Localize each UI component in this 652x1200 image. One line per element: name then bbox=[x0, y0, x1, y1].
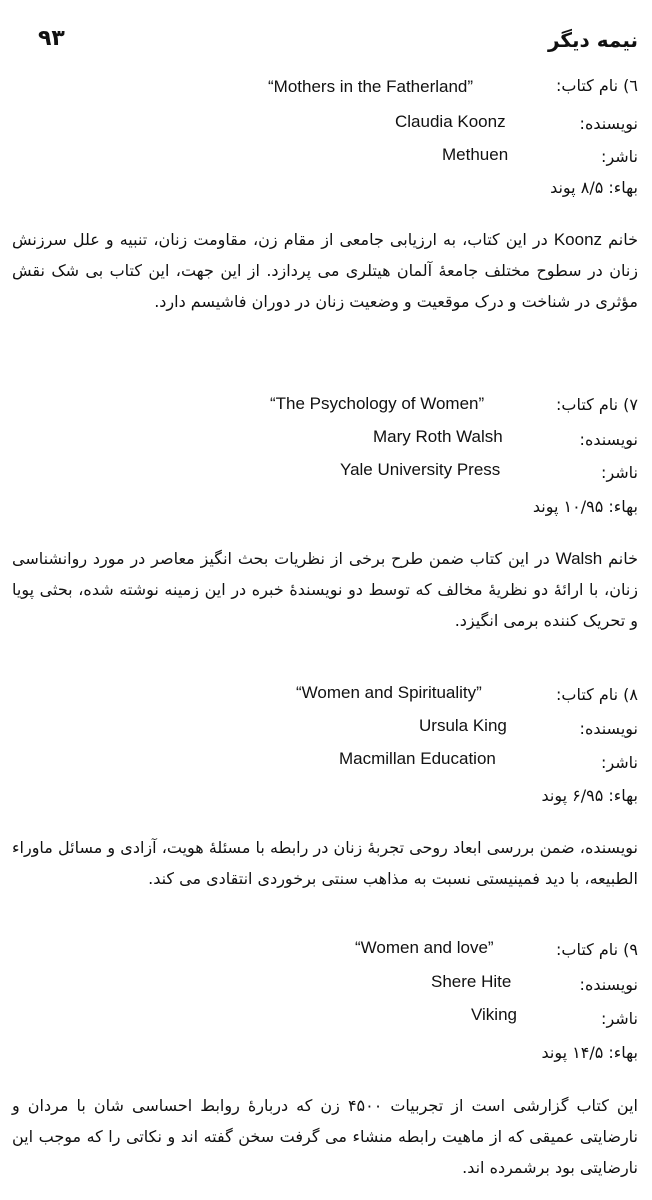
book-publisher: Macmillan Education bbox=[339, 749, 496, 768]
author-label: نویسنده: bbox=[579, 430, 638, 449]
publisher-label: ناشر: bbox=[601, 147, 638, 166]
book-author: Ursula King bbox=[419, 716, 507, 735]
desc-lead: خانم bbox=[608, 549, 638, 568]
book-title-label: ٦) نام کتاب: bbox=[555, 76, 638, 95]
desc-author-name: Walsh bbox=[555, 549, 603, 568]
book-description bbox=[12, 1090, 638, 1183]
book-publisher: Methuen bbox=[442, 145, 509, 164]
book-price: بهاء: ۸/۵ پوند bbox=[550, 178, 638, 197]
publisher-label: ناشر: bbox=[601, 463, 638, 482]
book-author: Claudia Koonz bbox=[395, 112, 506, 131]
book-publisher: Viking bbox=[471, 1005, 517, 1024]
book-title: “Mothers in the Fatherland” bbox=[268, 77, 474, 96]
book-title-label: ۷) نام کتاب: bbox=[555, 395, 638, 414]
publisher-label: ناشر: bbox=[601, 1009, 638, 1028]
running-header-title: نیمه دیگر bbox=[547, 28, 638, 52]
desc-lead: خانم bbox=[608, 230, 638, 249]
author-label: نویسنده: bbox=[579, 114, 638, 133]
author-label: نویسنده: bbox=[579, 719, 638, 738]
book-title: “Women and love” bbox=[355, 938, 494, 957]
author-label: نویسنده: bbox=[579, 975, 638, 994]
desc-author-name: Koonz bbox=[553, 230, 603, 249]
book-price: بهاء: ۱۴/۵ پوند bbox=[541, 1043, 638, 1062]
book-description bbox=[12, 224, 638, 317]
desc-body: در این کتاب، به ارزیابی جامعی از مقام زن، مقاومت زنان، تنبیه و علل سرزنش زنان در سطوح مختلف جامعهٔ آلمان هیتلری می پردازد. از این جهت، این کتاب بی شک نقش مؤثری در شناخت و درک موقعیت و وضعیت زنان در دوران فاشیسم دارد. bbox=[12, 230, 638, 311]
desc-body: این کتاب گزارشی است از تجربیات ۴۵۰۰ زن که دربارهٔ روابط احساسی شان با مردان و نارضایتی عمیقی که از ماهیت رابطه منشاء می گرفت سخن گفته اند و نکاتی را که موجب این نارضایتی بود برشمرده اند. bbox=[12, 1096, 638, 1177]
desc-body: در این کتاب ضمن طرح برخی از نظریات بحث انگیز معاصر در مورد روانشناسی زنان، با ارائهٔ دو نظریهٔ مخالف که توسط دو نویسندهٔ خبره در این زمینه نوشته شده، بحثی پویا و تحریک کننده برمی انگیزد. bbox=[12, 549, 638, 630]
desc-body: نویسنده، ضمن بررسی ابعاد روحی تجربهٔ زنان در رابطه با مسئلهٔ هویت، آزادی و مسائل ماوراء الطبیعه، با دید فمینیستی نسبت به مذاهب سنتی برخوردی انتقادی می کند. bbox=[12, 838, 638, 888]
book-price: بهاء: ۱۰/۹۵ پوند bbox=[532, 497, 638, 516]
page-number: ۹۳ bbox=[38, 26, 65, 51]
book-title-label: ۸) نام کتاب: bbox=[555, 685, 638, 704]
book-publisher: Yale University Press bbox=[340, 460, 501, 479]
book-title: “The Psychology of Women” bbox=[270, 394, 485, 413]
book-description bbox=[12, 543, 638, 636]
book-title: “Women and Spirituality” bbox=[296, 683, 482, 702]
book-description bbox=[12, 832, 638, 894]
publisher-label: ناشر: bbox=[601, 753, 638, 772]
book-author: Shere Hite bbox=[431, 972, 512, 991]
book-title-label: ۹) نام کتاب: bbox=[555, 940, 638, 959]
book-author: Mary Roth Walsh bbox=[373, 427, 503, 446]
book-price: بهاء: ۶/۹۵ پوند bbox=[541, 786, 638, 805]
